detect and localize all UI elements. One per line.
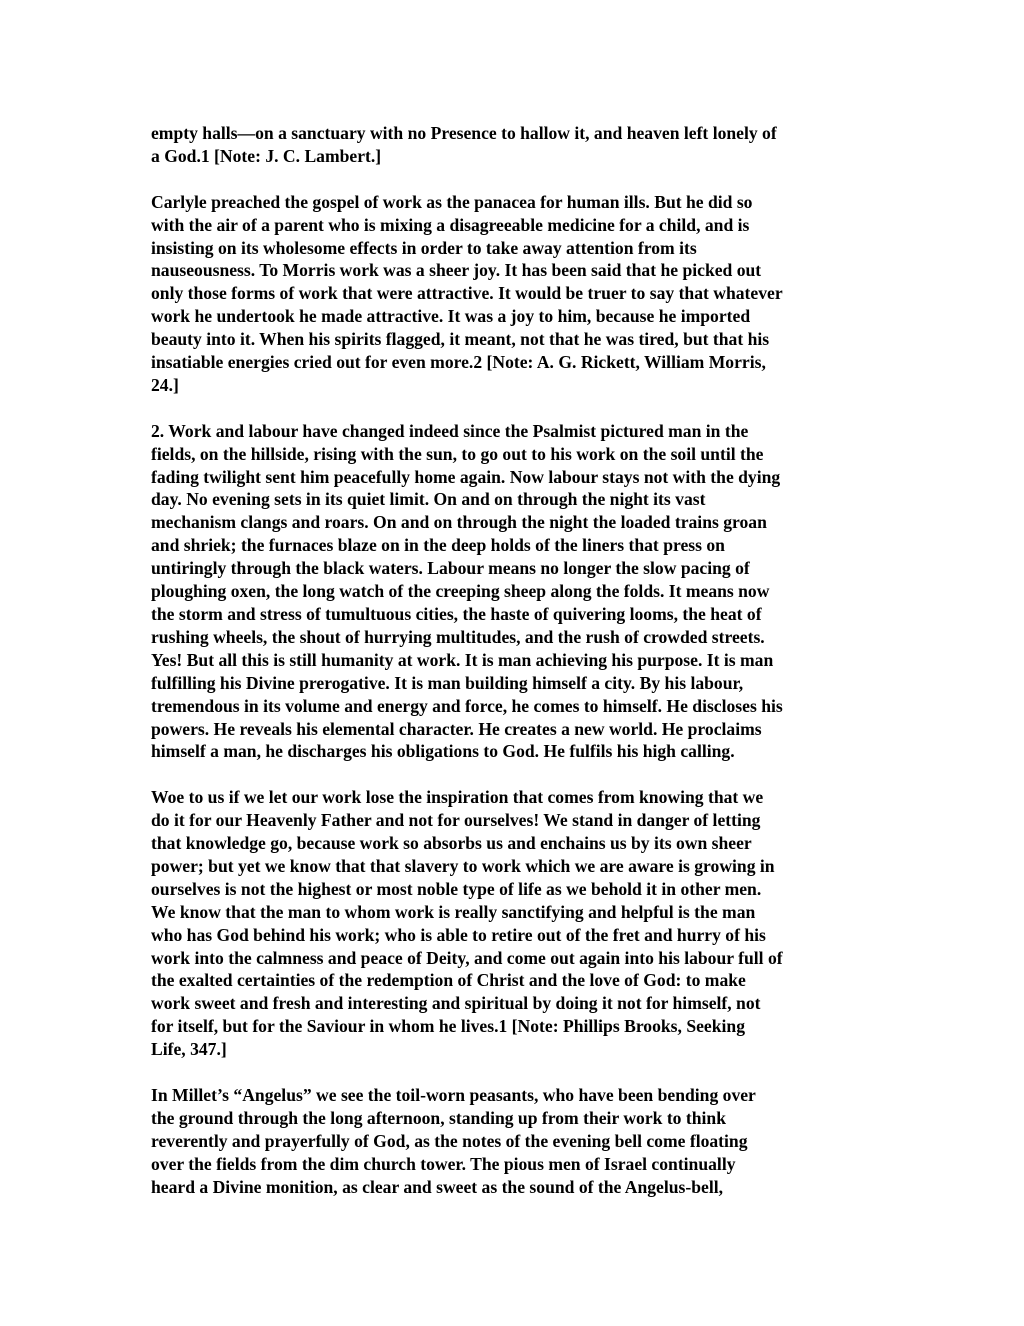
text-line: insatiable energies cried out for even more.2 [Note: A. G. Rickett, William Morris, <box>151 352 766 373</box>
text-line: over the fields from the dim church tower. The pious men of Israel continually <box>151 1153 736 1174</box>
text-line: the exalted certainties of the redemption of Christ and the love of God: to make <box>151 970 746 991</box>
text-line: fulfilling his Divine prerogative. It is man building himself a city. By his labour, <box>151 672 744 693</box>
text-line: fading twilight sent him peacefully home again. Now labour stays not with the dying <box>151 466 781 487</box>
text-line: work sweet and fresh and interesting and spiritual by doing it not for himself, not <box>151 993 761 1014</box>
text-line: insisting on its wholesome effects in order to take away attention from its <box>151 237 697 258</box>
text-line: only those forms of work that were attractive. It would be truer to say that whatever <box>151 283 783 304</box>
text-line: that knowledge go, because work so absorbs us and enchains us by its own sheer <box>151 833 752 854</box>
text-line: heard a Divine monition, as clear and sweet as the sound of the Angelus-bell, <box>151 1176 723 1197</box>
text-line: powers. He reveals his elemental character. He creates a new world. He proclaims <box>151 718 762 739</box>
paragraph-woe-to-us <box>151 786 881 1061</box>
text-line: day. No evening sets in its quiet limit. On and on through the night its vast <box>151 489 706 510</box>
text-line: work into the calmness and peace of Deity, and come out again into his labour full of <box>151 947 783 968</box>
text-line: who has God behind his work; who is able to retire out of the fret and hurry of his <box>151 924 766 945</box>
text-line: Woe to us if we let our work lose the inspiration that comes from knowing that we <box>151 787 764 808</box>
text-line: empty halls—on a sanctuary with no Presence to hallow it, and heaven left lonely of <box>151 123 777 143</box>
text-line: In Millet’s “Angelus” we see the toil-worn peasants, who have been bending over <box>151 1085 756 1105</box>
text-line: tremendous in its volume and energy and force, he comes to himself. He discloses his <box>151 695 783 716</box>
text-line: and shriek; the furnaces blaze on in the deep holds of the liners that press on <box>151 535 725 556</box>
text-line: ourselves is not the highest or most noble type of life as we behold it in other men. <box>151 878 762 899</box>
document-page <box>151 122 881 1221</box>
text-line: 24.] <box>151 374 179 395</box>
text-line: rushing wheels, the shout of hurrying multitudes, and the rush of crowded streets. <box>151 626 765 647</box>
text-line: the ground through the long afternoon, standing up from their work to think <box>151 1107 726 1128</box>
text-line: Carlyle preached the gospel of work as the panacea for human ills. But he did so <box>151 191 753 212</box>
text-line: work he undertook he made attractive. It was a joy to him, because he imported <box>151 306 751 327</box>
text-line: Yes! But all this is still humanity at work. It is man achieving his purpose. It is man <box>151 649 774 670</box>
paragraph-lambert-quote <box>151 122 881 168</box>
text-line: the storm and stress of tumultuous cities, the haste of quivering looms, the heat of <box>151 604 762 624</box>
text-line: We know that the man to whom work is really sanctifying and helpful is the man <box>151 901 756 922</box>
text-line: reverently and prayerfully of God, as the notes of the evening bell come floating <box>151 1130 748 1151</box>
paragraph-millet-angelus <box>151 1084 881 1199</box>
text-line: ploughing oxen, the long watch of the creeping sheep along the folds. It means now <box>151 581 770 602</box>
text-line: power; but yet we know that that slavery to work which we are aware is growing in <box>151 855 775 876</box>
text-line: Life, 347.] <box>151 1039 227 1060</box>
text-line: 2. Work and labour have changed indeed since the Psalmist pictured man in the <box>151 420 749 441</box>
text-line: fields, on the hillside, rising with the sun, to go out to his work on the soil until the <box>151 443 764 464</box>
text-line: with the air of a parent who is mixing a disagreeable medicine for a child, and is <box>151 214 750 235</box>
paragraph-work-and-labour <box>151 420 881 764</box>
text-line: untiringly through the black waters. Labour means no longer the slow pacing of <box>151 558 750 579</box>
text-line: a God.1 [Note: J. C. Lambert.] <box>151 145 382 166</box>
text-line: do it for our Heavenly Father and not for ourselves! We stand in danger of letting <box>151 810 761 831</box>
text-line: nauseousness. To Morris work was a sheer joy. It has been said that he picked out <box>151 260 762 281</box>
text-line: beauty into it. When his spirits flagged, it meant, not that he was tired, but that his <box>151 329 770 350</box>
text-line: himself a man, he discharges his obligations to God. He fulfils his high calling. <box>151 741 735 762</box>
text-line: mechanism clangs and roars. On and on through the night the loaded trains groan <box>151 512 767 533</box>
text-line: for itself, but for the Saviour in whom he lives.1 [Note: Phillips Brooks, Seeking <box>151 1016 745 1037</box>
paragraph-carlyle-morris <box>151 191 881 397</box>
